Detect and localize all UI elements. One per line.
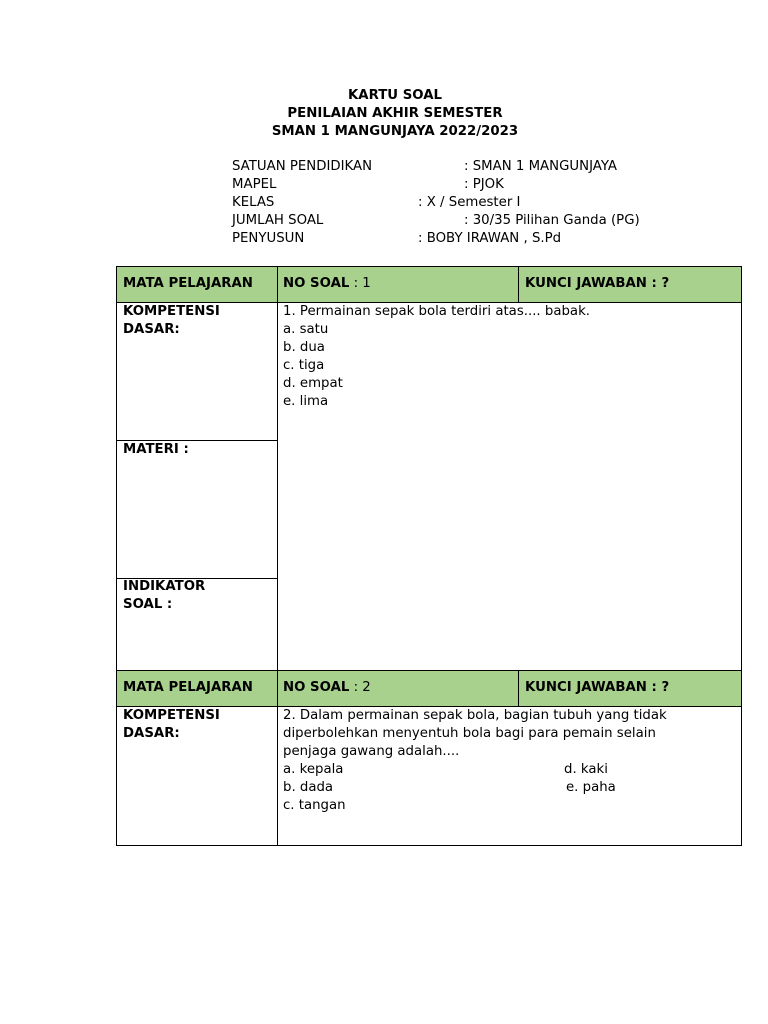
no-soal: [283, 679, 371, 697]
kompetensi-dasar-label: [123, 707, 220, 743]
option-b: b. dua: [283, 340, 325, 355]
column-divider: [277, 267, 278, 670]
kompetensi-line-1: KOMPETENSI: [123, 304, 220, 319]
no-soal-label: NO SOAL: [283, 276, 350, 291]
option-d: d. kaki: [564, 762, 608, 777]
option-e: e. lima: [283, 394, 329, 409]
option-a: a. kepala: [283, 762, 344, 777]
question-1-text: 1. Permainan sepak bola terdiri atas.... babak.: [283, 304, 590, 319]
option-c: c. tiga: [283, 358, 325, 373]
document-title: [0, 87, 768, 141]
indikator-line-1: INDIKATOR: [123, 579, 206, 594]
question-2: [283, 707, 667, 815]
satuan-value: : SMAN 1 MANGUNJAYA: [464, 159, 618, 174]
option-c: c. tangan: [283, 798, 346, 813]
mapel-value: : PJOK: [464, 177, 504, 192]
jumlah-label: JUMLAH SOAL: [232, 213, 324, 228]
card-2-header: [117, 671, 741, 707]
indikator-line-2: SOAL :: [123, 597, 173, 612]
question-1: [283, 303, 590, 411]
indikator-soal-label: [123, 578, 205, 614]
card-1-header: [117, 267, 741, 303]
no-soal-value: : 1: [349, 276, 371, 291]
option-a: a. satu: [283, 322, 329, 337]
title-line-2: PENILAIAN AKHIR SEMESTER: [287, 106, 503, 121]
question-2-line-1: 2. Dalam permainan sepak bola, bagian tubuh yang tidak: [283, 708, 667, 723]
option-e: e. paha: [566, 780, 616, 795]
no-soal-value: : 2: [349, 680, 371, 695]
kunci-jawaban-label: KUNCI JAWABAN : ?: [525, 276, 670, 291]
kompetensi-line-1: KOMPETENSI: [123, 708, 220, 723]
penyusun-value: : BOBY IRAWAN , S.Pd: [418, 231, 562, 246]
header-divider: [518, 267, 519, 303]
mata-pelajaran-label: MATA PELAJARAN: [123, 680, 253, 695]
kompetensi-line-2: DASAR:: [123, 322, 180, 337]
title-line-1: KARTU SOAL: [347, 88, 443, 103]
no-soal-label: NO SOAL: [283, 680, 350, 695]
materi-label: MATERI :: [123, 442, 189, 457]
kelas-value: : X / Semester I: [418, 195, 521, 210]
option-b: b. dada: [283, 780, 334, 795]
question-card-1: [116, 266, 742, 671]
kompetensi-line-2: DASAR:: [123, 726, 180, 741]
question-2-line-2: diperbolehkan menyentuh bola bagi para pemain selain: [283, 726, 656, 741]
header-divider: [518, 671, 519, 707]
kompetensi-dasar-label: [123, 303, 220, 339]
jumlah-value: : 30/35 Pilihan Ganda (PG): [464, 213, 640, 228]
title-line-3: SMAN 1 MANGUNJAYA 2022/2023: [271, 124, 519, 139]
mata-pelajaran-label: MATA PELAJARAN: [123, 276, 253, 291]
kunci-jawaban-label: KUNCI JAWABAN : ?: [525, 680, 670, 695]
no-soal: [283, 275, 371, 293]
satuan-label: SATUAN PENDIDIKAN: [232, 159, 373, 174]
question-2-line-3: penjaga gawang adalah....: [283, 744, 460, 759]
mapel-label: MAPEL: [232, 177, 277, 192]
option-d: d. empat: [283, 376, 343, 391]
kelas-label: KELAS: [232, 195, 275, 210]
column-divider: [277, 671, 278, 845]
penyusun-label: PENYUSUN: [232, 231, 305, 246]
question-card-2: [116, 670, 742, 846]
